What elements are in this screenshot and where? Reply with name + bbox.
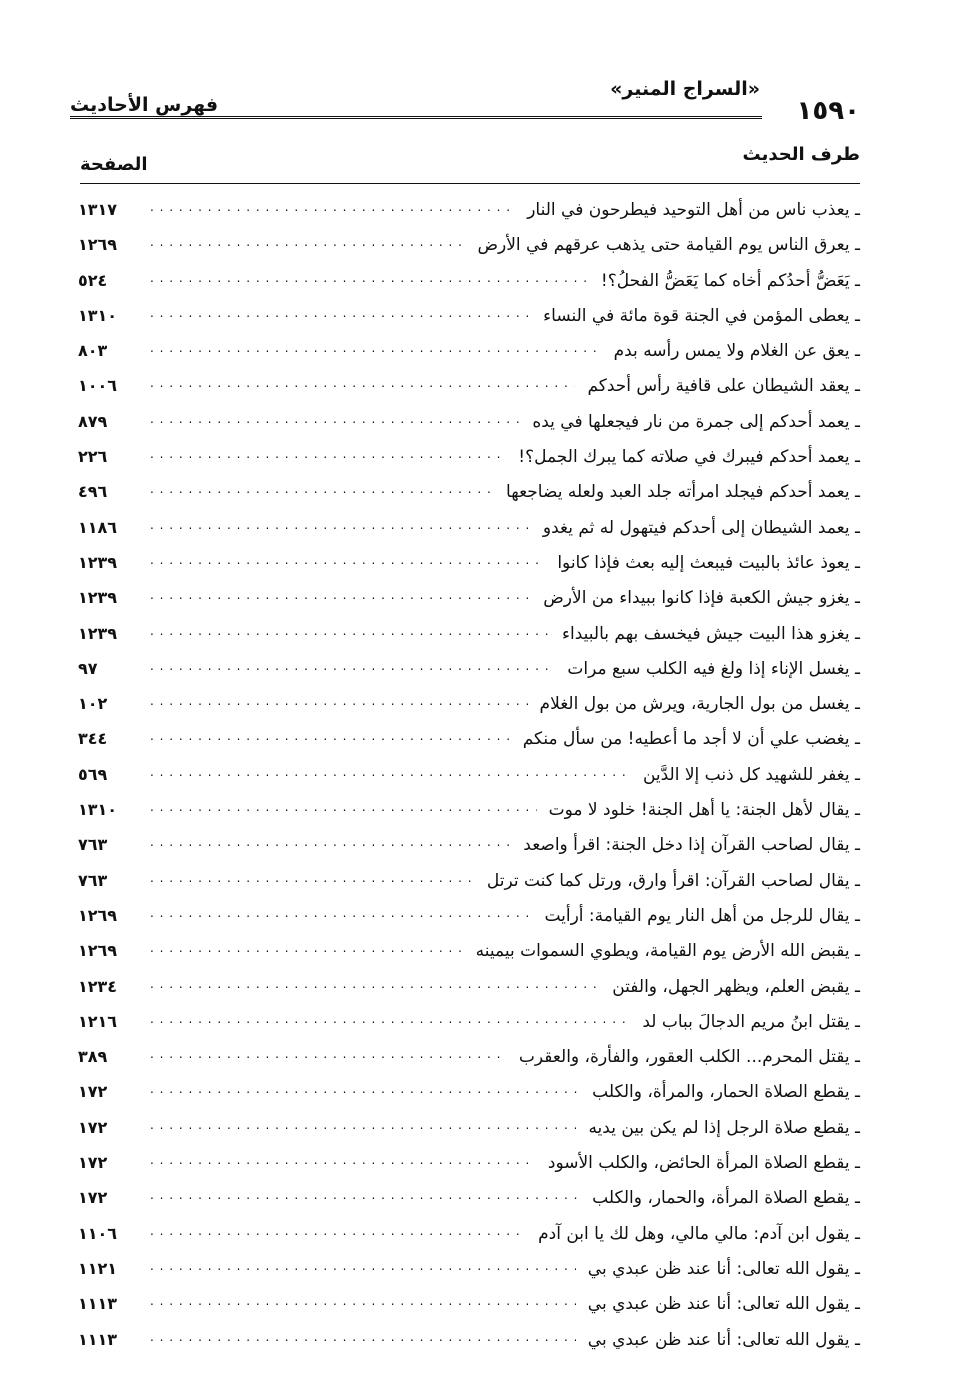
book-title: «السراج المنير» xyxy=(610,78,760,100)
entry-page-number: ١١٠٦ xyxy=(78,1223,118,1243)
index-entry xyxy=(78,1110,860,1145)
dot-leader xyxy=(150,519,531,535)
dot-leader xyxy=(150,554,545,570)
entry-hadith-text: ـ يقول الله تعالى: أنا عند ظن عبدي بي xyxy=(587,1258,860,1279)
index-entry xyxy=(78,1145,860,1180)
index-entry xyxy=(78,474,860,509)
entry-page-number: ١٣١٧ xyxy=(78,200,118,219)
index-entry xyxy=(78,580,860,615)
dot-leader xyxy=(150,201,515,217)
dot-leader xyxy=(150,483,494,499)
index-entry xyxy=(78,792,860,827)
entry-page-number: ١١١٣ xyxy=(78,1329,118,1349)
dot-leader xyxy=(150,730,511,746)
column-header-hadith: طرف الحديث xyxy=(742,144,860,165)
entry-hadith-text: ـ يقول ابن آدم: مالي مالي، وهل لك يا ابن آدم xyxy=(538,1223,860,1244)
dot-leader xyxy=(150,1331,576,1347)
page-number: ١٥٩٠ xyxy=(796,96,860,126)
entry-hadith-text: ـ يعمد الشيطان إلى أحدكم فيتهول له ثم يغدو xyxy=(542,517,860,538)
entry-hadith-text: ـ يغزو جيش الكعبة فإذا كانوا ببيداء من الأرض xyxy=(543,588,860,609)
dot-leader xyxy=(150,307,531,323)
entry-page-number: ١٣١٠ xyxy=(78,800,118,820)
dot-leader xyxy=(150,1154,536,1170)
dot-leader xyxy=(150,413,520,429)
dot-leader xyxy=(150,1225,526,1241)
entry-hadith-text: ـ يغزو هذا البيت جيش فيخسف بهم بالبيداء xyxy=(562,623,860,644)
index-entry xyxy=(78,439,860,474)
entry-hadith-text: ـ يقتل ابنُ مريم الدجالَ بباب لد xyxy=(642,1011,860,1032)
entry-hadith-text: ـ يعمد أحدكم فيجلد امرأته جلد العبد ولعله يضاجعها xyxy=(506,482,860,503)
dot-leader xyxy=(150,1119,576,1135)
index-entry xyxy=(78,898,860,933)
entry-page-number: ١٢٣٩ xyxy=(78,623,118,643)
index-entry xyxy=(78,298,860,333)
index-entry xyxy=(78,757,860,792)
entry-hadith-text: ـ يقول الله تعالى: أنا عند ظن عبدي بي xyxy=(587,1294,860,1315)
entry-hadith-text: ـ يقال للرجل من أهل النار يوم القيامة: أرأيت xyxy=(544,905,860,926)
dot-leader xyxy=(150,907,532,923)
entry-hadith-text: ـ يعوذ عائذ بالبيت فيبعث إليه بعث فإذا كانوا xyxy=(557,552,860,573)
entry-hadith-text: ـ يقال لصاحب القرآن: اقرأ وارق، ورتل كما كنت ترتل xyxy=(486,870,860,891)
dot-leader xyxy=(150,236,465,252)
index-entry xyxy=(78,1286,860,1321)
index-entry xyxy=(78,404,860,439)
entry-page-number: ١٢٣٤ xyxy=(78,976,118,996)
entry-page-number: ١٧٢ xyxy=(78,1082,108,1102)
index-entry xyxy=(78,721,860,756)
entry-page-number: ١٧٢ xyxy=(78,1188,108,1208)
entry-hadith-text: ـ يقبض العلم، ويظهر الجهل، والفتن xyxy=(612,976,860,997)
entry-hadith-text: ـ يقال لأهل الجنة: يا أهل الجنة! خلود لا موت xyxy=(548,800,860,821)
index-entry xyxy=(78,1216,860,1251)
entry-page-number: ١٢٦٩ xyxy=(78,905,118,925)
entry-page-number: ٣٤٤ xyxy=(78,729,108,749)
entry-hadith-text: ـ يقطع الصلاة الحمار، والمرأة، والكلب xyxy=(592,1082,860,1103)
entry-hadith-text: ـ يعمد أحدكم فيبرك في صلاته كما يبرك الجمل؟! xyxy=(518,447,860,468)
entry-hadith-text: ـ يقال لصاحب القرآن إذا دخل الجنة: اقرأ واصعد xyxy=(523,835,860,856)
dot-leader xyxy=(150,801,537,817)
entry-hadith-text: ـ يقطع الصلاة المرأة، والحمار، والكلب xyxy=(592,1188,860,1209)
dot-leader xyxy=(150,448,506,464)
entry-page-number: ٣٨٩ xyxy=(78,1047,108,1067)
page-header xyxy=(70,70,860,126)
dot-leader xyxy=(150,1295,576,1311)
dot-leader xyxy=(150,1013,630,1029)
entry-page-number: ٧٦٣ xyxy=(78,870,108,890)
entry-hadith-text: ـ يعذب ناس من أهل التوحيد فيطرحون في النار xyxy=(527,200,860,220)
index-entry xyxy=(78,1004,860,1039)
entry-hadith-text: ـ يعطى المؤمن في الجنة قوة مائة في النساء xyxy=(543,305,860,326)
entry-page-number: ١٢٦٩ xyxy=(78,941,118,961)
index-entry xyxy=(78,1039,860,1074)
index-entry xyxy=(78,510,860,545)
entry-hadith-text: ـ يعمد أحدكم إلى جمرة من نار فيجعلها في يده xyxy=(532,411,860,432)
dot-leader xyxy=(150,1260,576,1276)
entry-page-number: ١٢٣٩ xyxy=(78,588,118,608)
index-entry xyxy=(78,616,860,651)
dot-leader xyxy=(150,272,589,288)
entry-hadith-text: ـ يقطع صلاة الرجل إذا لم يكن بين يديه xyxy=(588,1117,860,1138)
entry-page-number: ١٢٣٩ xyxy=(78,552,118,572)
dot-leader xyxy=(150,625,550,641)
hadith-index-list xyxy=(78,192,860,1357)
entry-page-number: ٥٢٤ xyxy=(78,270,108,290)
columns-rule xyxy=(80,183,860,184)
entry-page-number: ١٧٢ xyxy=(78,1117,108,1137)
dot-leader xyxy=(150,872,475,888)
entry-page-number: ٤٩٦ xyxy=(78,482,108,502)
entry-hadith-text: ـ يقتل المحرم... الكلب العقور، والفأرة، والعقرب xyxy=(518,1047,860,1068)
index-entry xyxy=(78,1322,860,1357)
dot-leader xyxy=(150,377,575,393)
entry-page-number: ١٢٦٩ xyxy=(78,235,118,255)
dot-leader xyxy=(150,589,531,605)
entry-page-number: ١٧٢ xyxy=(78,1153,108,1173)
entry-hadith-text: ـ يغفر للشهيد كل ذنب إلا الدَّين xyxy=(642,764,860,785)
entry-page-number: ٧٦٣ xyxy=(78,835,108,855)
dot-leader xyxy=(150,942,464,958)
header-rule xyxy=(70,116,762,121)
dot-leader xyxy=(150,1083,580,1099)
entry-page-number: ١٣١٠ xyxy=(78,305,118,325)
entry-hadith-text: ـ يغضب علي أن لا أجد ما أعطيه! من سأل منكم xyxy=(522,729,860,750)
index-entry xyxy=(78,686,860,721)
index-entry xyxy=(78,651,860,686)
index-entry xyxy=(78,933,860,968)
entry-hadith-text: ـ يعرق الناس يوم القيامة حتى يذهب عرقهم في الأرض xyxy=(477,235,860,256)
entry-page-number: ١١١٣ xyxy=(78,1294,118,1314)
index-entry xyxy=(78,827,860,862)
section-title: فهرس الأحاديث xyxy=(70,94,219,116)
entry-page-number: ٨٠٣ xyxy=(78,341,108,361)
dot-leader xyxy=(150,695,528,711)
entry-page-number: ٥٦٩ xyxy=(78,764,108,784)
entry-page-number: ١٠٠٦ xyxy=(78,376,118,396)
dot-leader xyxy=(150,660,555,676)
dot-leader xyxy=(150,1048,507,1064)
index-entry xyxy=(78,1251,860,1286)
index-entry xyxy=(78,333,860,368)
index-entry xyxy=(78,969,860,1004)
column-headers xyxy=(80,140,860,180)
entry-page-number: ١١٨٦ xyxy=(78,517,118,537)
entry-page-number: ١٠٢ xyxy=(78,694,108,714)
dot-leader xyxy=(150,342,602,358)
entry-hadith-text: ـ يعق عن الغلام ولا يمس رأسه بدم xyxy=(613,341,860,362)
index-entry xyxy=(78,263,860,298)
entry-page-number: ٢٢٦ xyxy=(78,447,108,467)
dot-leader xyxy=(150,766,631,782)
index-entry xyxy=(78,863,860,898)
dot-leader xyxy=(150,978,600,994)
entry-hadith-text: ـ يقبض الله الأرض يوم القيامة، ويطوي السموات بيمينه xyxy=(475,941,860,962)
index-entry xyxy=(78,1180,860,1215)
entry-hadith-text: ـ يقطع الصلاة المرأة الحائض، والكلب الأسود xyxy=(547,1153,860,1174)
index-entry xyxy=(78,227,860,262)
index-entry xyxy=(78,545,860,580)
index-entry xyxy=(78,368,860,403)
dot-leader xyxy=(150,836,511,852)
index-entry xyxy=(78,192,860,227)
entry-hadith-text: ـ يغسل من بول الجارية، ويرش من بول الغلام xyxy=(539,694,860,715)
entry-page-number: ٩٧ xyxy=(78,658,98,678)
entry-hadith-text: ـ يقول الله تعالى: أنا عند ظن عبدي بي xyxy=(587,1329,860,1350)
entry-hadith-text: ـ يعقد الشيطان على قافية رأس أحدكم xyxy=(587,376,860,397)
entry-page-number: ١٢١٦ xyxy=(78,1011,118,1031)
entry-page-number: ١١٢١ xyxy=(78,1258,118,1278)
column-header-page: الصفحة xyxy=(80,154,148,175)
entry-hadith-text: ـ يغسل الإناء إذا ولغ فيه الكلب سبع مرات xyxy=(567,658,860,679)
index-entry xyxy=(78,1074,860,1109)
entry-page-number: ٨٧٩ xyxy=(78,411,108,431)
dot-leader xyxy=(150,1189,580,1205)
entry-hadith-text: ـ يَعَضُّ أحدُكم أخاه كما يَعَضُّ الفحلُ؟! xyxy=(600,270,860,291)
